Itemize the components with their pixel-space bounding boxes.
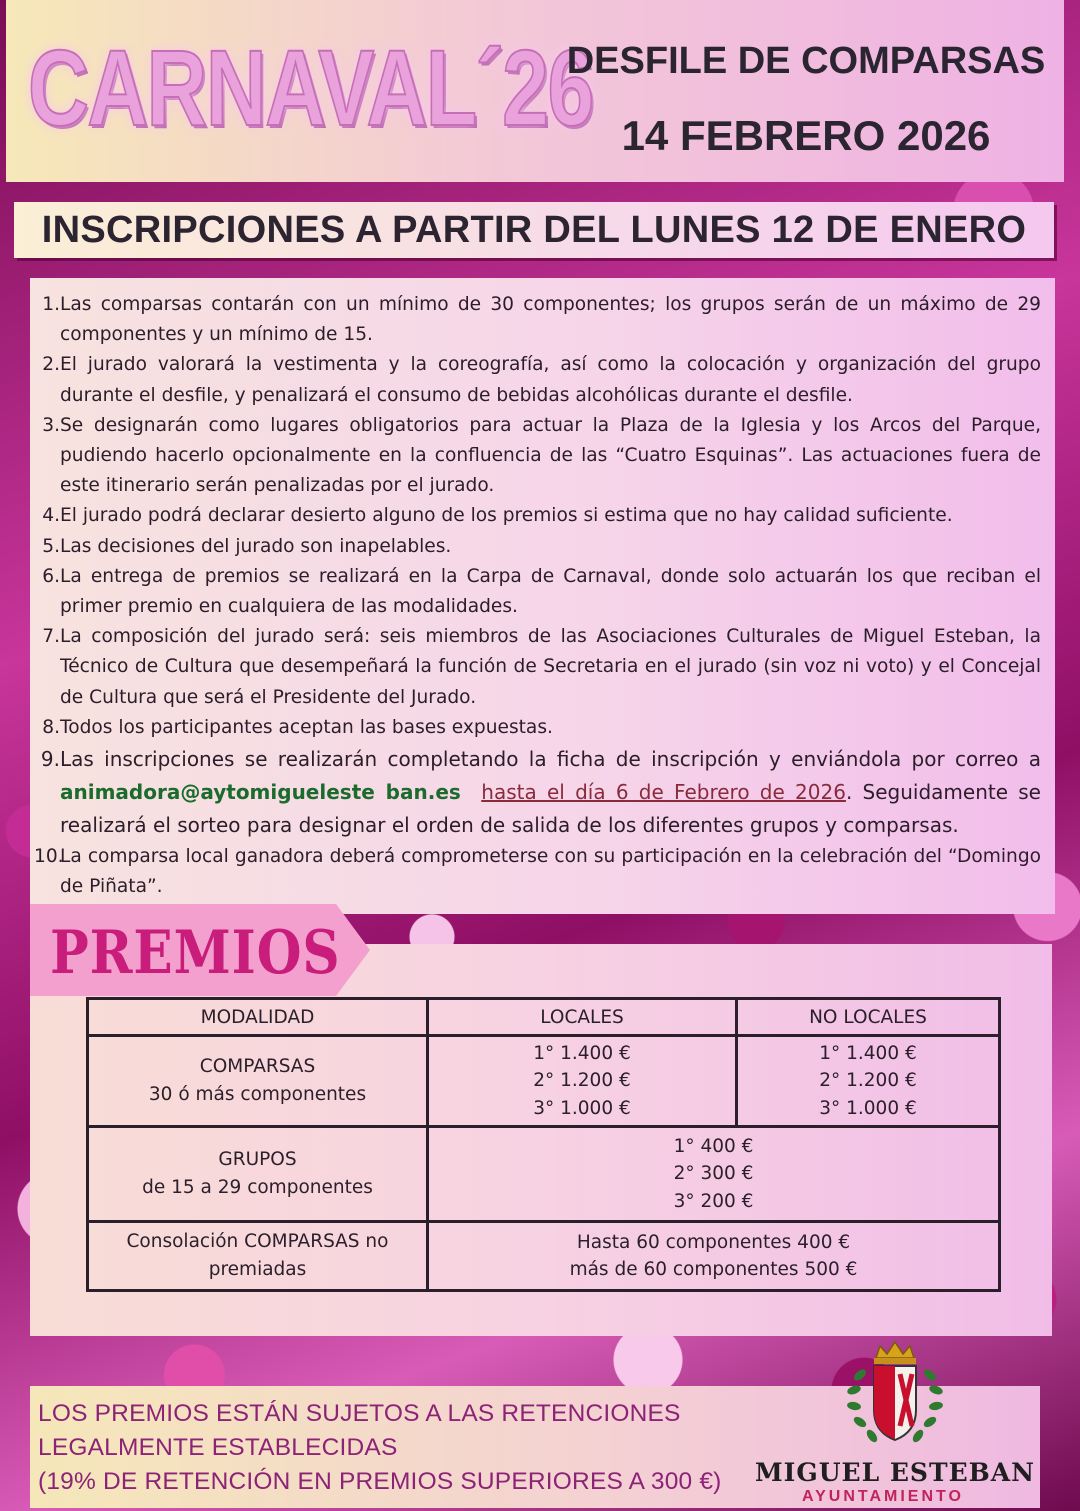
footer-line: LEGALMENTE ESTABLECIDAS bbox=[38, 1434, 398, 1461]
rule-text-part: . Seguidamente se realizará el sorteo para designar el orden de salida de los diferentes grupos y comparsas. bbox=[60, 780, 1041, 838]
rule-text: Se designarán como lugares obligatorios para actuar la Plaza de la Iglesia y los Arcos del Parque, pudiendo hacerlo opcionalmente en la confluencia de las “Cuatro Esquinas”. Las actuaciones fuera de este itinerario serán penalizadas por el jurado. bbox=[60, 414, 1041, 497]
rule-item bbox=[34, 501, 1041, 531]
rule-number: 7. bbox=[42, 626, 60, 648]
category-name: premiadas bbox=[208, 1259, 307, 1280]
prize-line: 2° 1.200 € bbox=[533, 1070, 631, 1092]
prize-line: 3° 1.000 € bbox=[819, 1097, 917, 1119]
rule-number: 2. bbox=[42, 354, 60, 376]
prize-line: 1° 1.400 € bbox=[819, 1042, 917, 1064]
footer-line: LOS PREMIOS ESTÁN SUJETOS A LAS RETENCIONES bbox=[38, 1400, 681, 1427]
consolacion-prizes-cell bbox=[428, 1222, 1000, 1291]
rule-item bbox=[34, 562, 1041, 622]
town-subtitle: AYUNTAMIENTO bbox=[802, 1488, 964, 1505]
rule-text: El jurado valorará la vestimenta y la coreografía, así como la colocación y organización del grupo durante el desfile, y penalizará el consumo de bebidas alcohólicas durante el desfile. bbox=[60, 354, 1041, 406]
rule-item bbox=[34, 350, 1041, 410]
category-name: GRUPOS bbox=[218, 1149, 297, 1170]
rule-text: La comparsa local ganadora deberá comprometerse con su participación en la celebración del “Domingo de Piñata”. bbox=[60, 846, 1041, 898]
grupos-cell bbox=[88, 1127, 428, 1222]
prizes-table bbox=[86, 997, 1001, 1292]
prize-line: 3° 200 € bbox=[673, 1190, 754, 1212]
category-detail: de 15 a 29 componentes bbox=[142, 1177, 373, 1198]
coat-of-arms-icon bbox=[830, 1340, 960, 1456]
rule-item bbox=[34, 743, 1041, 842]
comparsas-locales-cell bbox=[428, 1036, 737, 1127]
event-name: DESFILE DE COMPARSAS bbox=[566, 40, 1046, 82]
rules-panel bbox=[30, 278, 1055, 914]
header-locales: LOCALES bbox=[428, 999, 737, 1036]
rule-text: Las decisiones del jurado son inapelables. bbox=[60, 535, 452, 557]
rule-text: Todos los participantes aceptan las bases expuestas. bbox=[60, 716, 553, 738]
rule-number: 4. bbox=[42, 505, 60, 527]
rule-item bbox=[34, 532, 1041, 562]
rule-number: 10. bbox=[34, 846, 64, 868]
table-row bbox=[88, 1222, 1000, 1291]
registration-text: INSCRIPCIONES A PARTIR DEL LUNES 12 DE ENERO bbox=[41, 209, 1027, 251]
rule-text: La entrega de premios se realizará en la Carpa de Carnaval, donde solo actuarán los que reciban el primer premio en cualquiera de las modalidades. bbox=[60, 565, 1041, 618]
table-row bbox=[88, 1127, 1000, 1222]
rule-text-part: Las inscripciones se realizarán completando la ficha de inscripción y enviándola por correo a bbox=[60, 747, 1041, 772]
email-link[interactable]: animadora@aytomigueleste ban.es bbox=[60, 780, 461, 805]
prize-line: 1° 400 € bbox=[673, 1135, 754, 1157]
header-modalidad: MODALIDAD bbox=[88, 999, 428, 1036]
deadline-text: hasta el día 6 de Febrero de 2026 bbox=[481, 780, 846, 805]
prize-line: 2° 1.200 € bbox=[819, 1070, 917, 1092]
category-detail: 30 ó más componentes bbox=[148, 1084, 367, 1105]
rule-number: 8. bbox=[42, 716, 60, 738]
category-name: Consolación COMPARSAS no bbox=[126, 1231, 389, 1252]
rule-text: El jurado podrá declarar desierto alguno de los premios si estima que no hay calidad suficiente. bbox=[60, 505, 953, 527]
header bbox=[6, 0, 1064, 182]
rule-number: 1. bbox=[42, 294, 60, 315]
prizes-title: PREMIOS bbox=[50, 918, 341, 988]
rule-item bbox=[34, 290, 1041, 350]
category-name: COMPARSAS bbox=[199, 1056, 316, 1077]
prize-line: 3° 1.000 € bbox=[533, 1097, 631, 1119]
table-row bbox=[88, 1036, 1000, 1127]
comparsas-no-locales-cell bbox=[737, 1036, 1000, 1127]
prize-line: 2° 300 € bbox=[673, 1163, 754, 1185]
prize-line: Hasta 60 componentes 400 € bbox=[576, 1231, 851, 1253]
rule-item bbox=[34, 411, 1041, 502]
prize-line: 1° 1.400 € bbox=[533, 1042, 631, 1064]
town-logo bbox=[750, 1340, 1040, 1510]
consolacion-cell bbox=[88, 1222, 428, 1291]
rule-number: 9. bbox=[40, 747, 60, 772]
comparsas-cell bbox=[88, 1036, 428, 1127]
rule-item bbox=[34, 622, 1041, 713]
table-header-row bbox=[88, 999, 1000, 1036]
rule-item bbox=[34, 713, 1041, 743]
carnival-title: CARNAVAL´26 bbox=[28, 27, 593, 148]
rule-number: 3. bbox=[42, 414, 60, 436]
header-no-locales: NO LOCALES bbox=[737, 999, 1000, 1036]
rule-text bbox=[60, 743, 1041, 842]
grupos-prizes-cell bbox=[428, 1127, 1000, 1222]
rule-text: La composición del jurado será: seis miembros de las Asociaciones Culturales de Miguel Esteban, la Técnico de Cultura que desempeñará la función de Secretaria en el jurado (sin voz ni voto) y el Concejal de Cultura que será el Presidente del Jurado. bbox=[60, 626, 1041, 708]
event-date: 14 FEBRERO 2026 bbox=[621, 112, 991, 159]
footer-line: (19% DE RETENCIÓN EN PREMIOS SUPERIORES A 300 €) bbox=[38, 1468, 722, 1495]
rule-item bbox=[34, 842, 1041, 902]
rule-number: 6. bbox=[42, 565, 60, 587]
rule-text: Las comparsas contarán con un mínimo de 30 componentes; los grupos serán de un máximo de 29 componentes y un mínimo de 15. bbox=[60, 294, 1041, 346]
rule-number: 5. bbox=[42, 535, 60, 557]
prize-line: más de 60 componentes 500 € bbox=[569, 1259, 858, 1280]
town-name: MIGUEL ESTEBAN bbox=[755, 1458, 1036, 1487]
registration-banner bbox=[14, 202, 1054, 258]
